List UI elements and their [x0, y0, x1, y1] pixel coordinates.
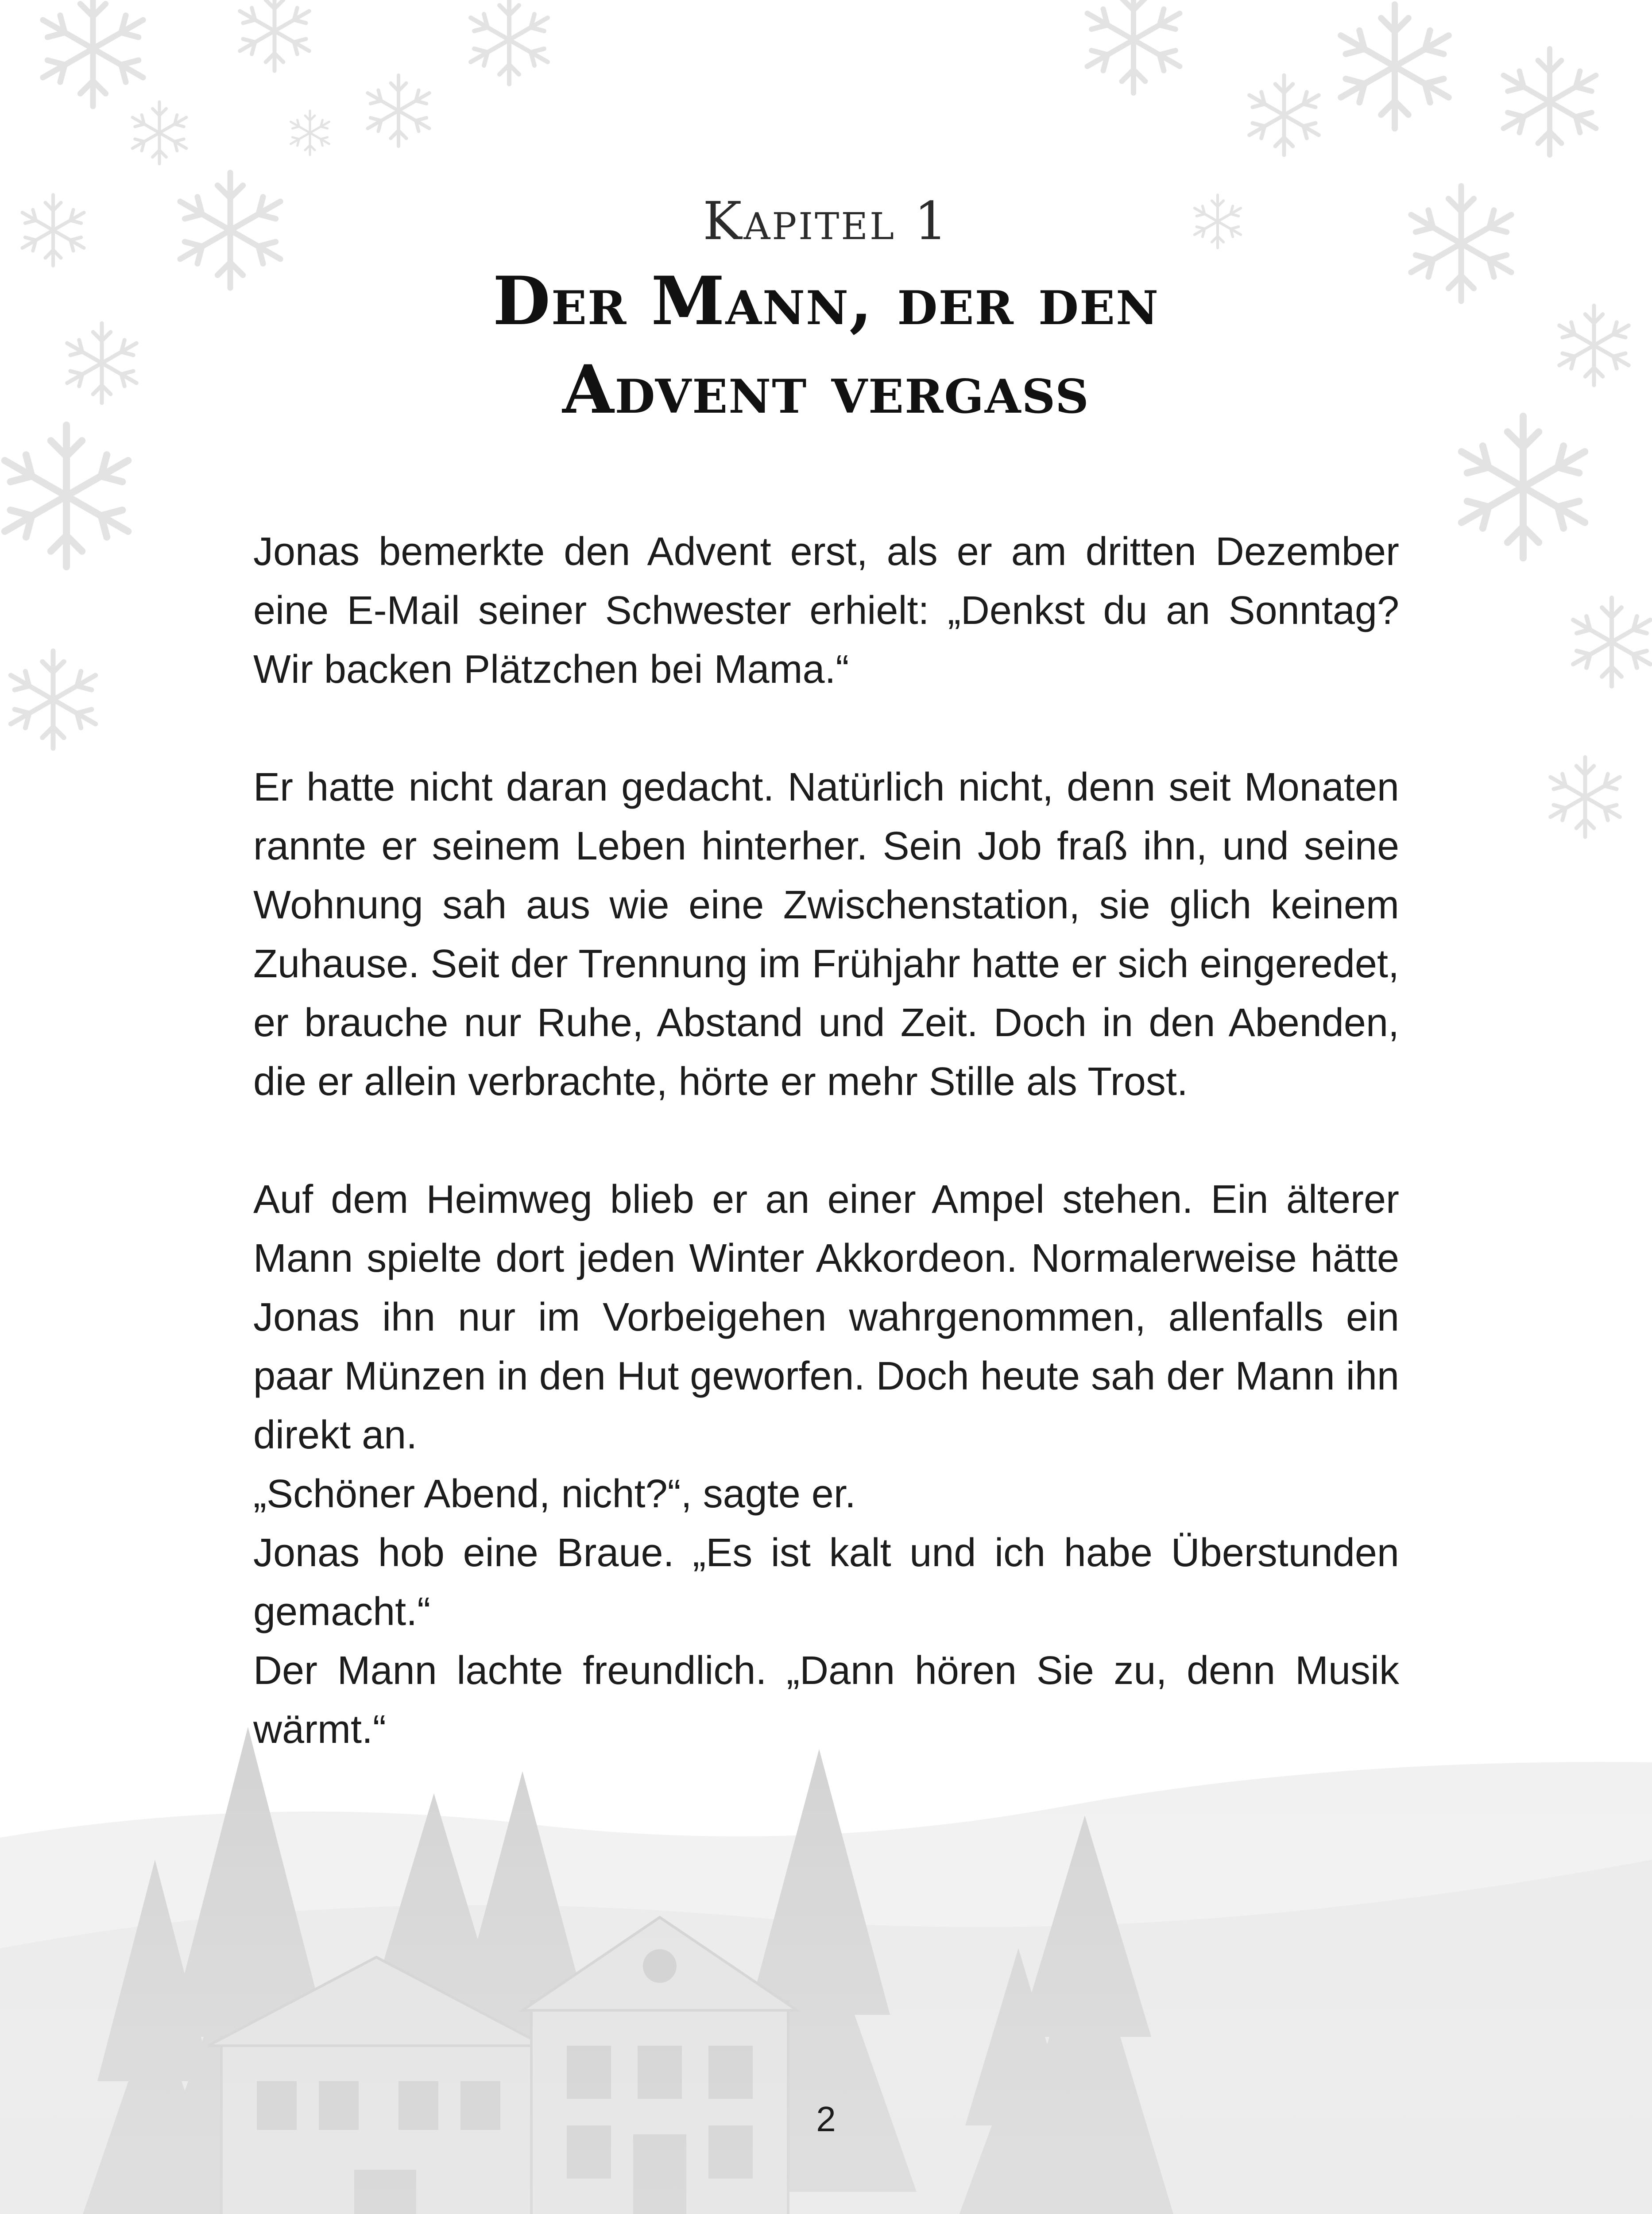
chapter-title [0, 257, 1652, 434]
dialogue-line-3: Der Mann lachte freundlich. „Dann hören Sie zu, denn Musik wärmt.“ [253, 1649, 1399, 1752]
dialogue-line-2: Jonas hob eine Braue. „Es ist kalt und ich habe Überstunden gemacht.“ [253, 1531, 1399, 1634]
winter-village-scene [0, 1727, 1652, 2214]
chapter-label: Kapitel 1 [703, 190, 949, 252]
paragraph-3: Auf dem Heimweg blieb er an einer Ampel stehen. Ein älterer Mann spielte dort jeden Winter Akkordeon. Normalerweise hätte Jonas ihn nur im Vorbeigehen wahrgenommen, allenfalls ein paar Münzen in den Hut geworfen. Doch heute sah der Mann ihn direkt an. [253, 1177, 1399, 1457]
paragraph-1: Jonas bemerkte den Advent erst, als er am dritten Dezember eine E-Mail seiner Schwester erhielt: „Denkst du an Sonntag? Wir backen Plätzchen bei Mama.“ [253, 530, 1399, 692]
chapter-body [253, 523, 1399, 1759]
page-number: 2 [816, 2099, 836, 2139]
dialogue-line-1: „Schöner Abend, nicht?“, sagte er. [253, 1472, 856, 1516]
chapter-title-line-2: Advent vergass [562, 351, 1090, 429]
chapter-title-line-1: Der Mann, der den [492, 262, 1160, 340]
paragraph-2: Er hatte nicht daran gedacht. Natürlich nicht, denn seit Monaten rannte er seinem Leben hinterher. Sein Job fraß ihn, und seine Wohnung sah aus wie eine Zwischenstation, sie glich keinem Zuhause. Seit der Trennung im Frühjahr hatte er sich eingeredet, er brauche nur Ruhe, Abstand und Zeit. Doch in den Abenden, die er allein verbrachte, hörte er mehr Stille als Trost. [253, 765, 1399, 1104]
